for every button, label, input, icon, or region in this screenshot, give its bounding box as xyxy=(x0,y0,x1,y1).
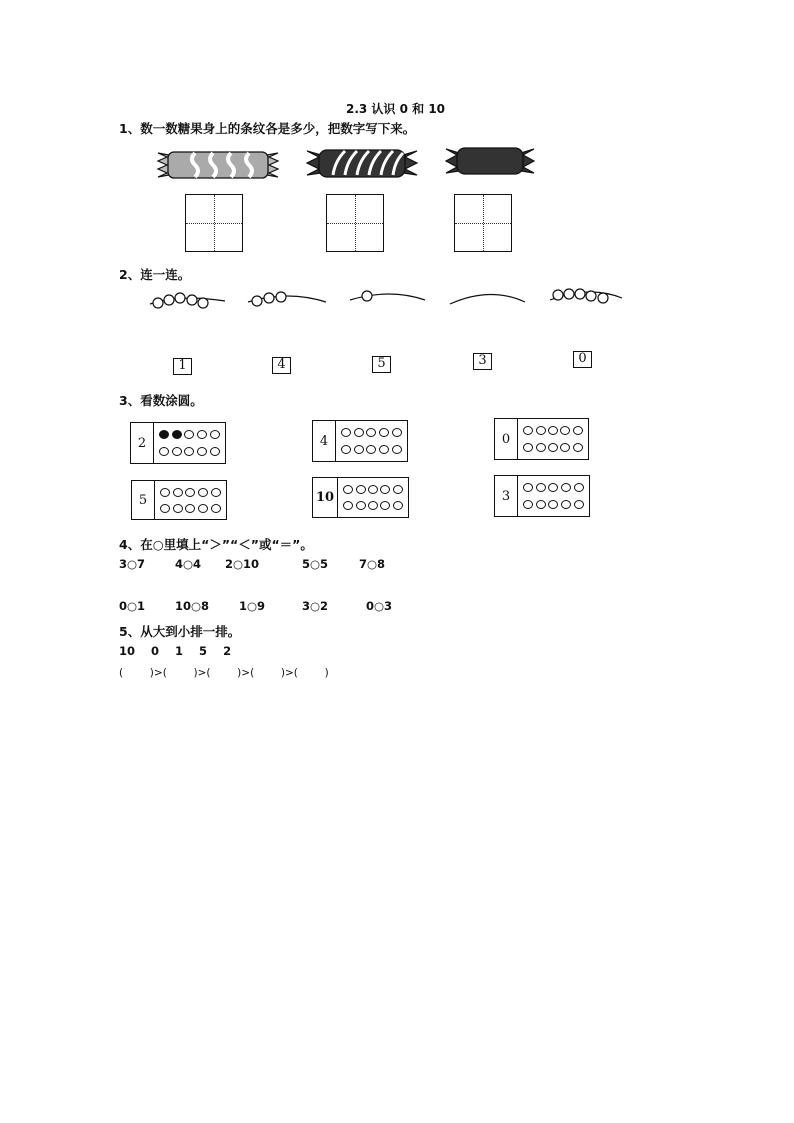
ten-frame-circle[interactable] xyxy=(210,430,220,439)
ten-frame-2 xyxy=(312,420,408,462)
number-box-5[interactable]: 0 xyxy=(573,351,592,368)
ten-frame-5 xyxy=(312,477,409,518)
question-2-text: 2、连一连。 xyxy=(119,267,191,282)
ten-frame-circle[interactable] xyxy=(173,504,183,513)
compare-1-2[interactable]: 4○4 xyxy=(175,557,202,571)
compare-1-1[interactable]: 3○7 xyxy=(119,557,146,571)
ten-frame-circle[interactable] xyxy=(379,445,389,454)
ten-frame-circle[interactable] xyxy=(356,501,366,510)
compare-2-4[interactable]: 3○2 xyxy=(302,599,329,613)
question-4-text: 4、在○里填上“＞”“＜”或“＝”。 xyxy=(119,537,313,552)
ten-frame-circle[interactable] xyxy=(197,430,207,439)
number-box-2[interactable]: 4 xyxy=(272,357,291,374)
question-3-text: 3、看数涂圆。 xyxy=(119,393,203,408)
sort-answer-blanks[interactable]: ( )>( )>( )>( )>( ) xyxy=(119,667,329,679)
ten-frame-circle[interactable] xyxy=(356,485,366,494)
ten-frame-circle[interactable] xyxy=(198,488,208,497)
ten-frame-circle[interactable] xyxy=(185,504,195,513)
ten-frame-circle[interactable] xyxy=(548,426,558,435)
ten-frame-circle[interactable] xyxy=(354,445,364,454)
answer-box-1[interactable] xyxy=(185,194,243,252)
ten-frame-circle[interactable] xyxy=(185,488,195,497)
ten-frame-circle[interactable] xyxy=(379,428,389,437)
number-box-4[interactable]: 3 xyxy=(473,353,492,370)
ten-frame-circle[interactable] xyxy=(368,501,378,510)
ten-frame-circle[interactable] xyxy=(184,430,194,439)
bead-strings xyxy=(145,284,635,314)
ten-frame-3 xyxy=(494,418,589,460)
ten-frame-number: 5 xyxy=(132,481,155,519)
ten-frame-1 xyxy=(130,422,226,464)
ten-frame-circle[interactable] xyxy=(159,447,169,456)
ten-frame-circle[interactable] xyxy=(343,501,353,510)
bead-string-1-image xyxy=(150,293,225,308)
ten-frame-circle[interactable] xyxy=(574,500,584,509)
ten-frame-circle[interactable] xyxy=(354,428,364,437)
ten-frame-circle[interactable] xyxy=(523,483,533,492)
ten-frame-circle[interactable] xyxy=(366,428,376,437)
answer-box-2[interactable] xyxy=(326,194,384,252)
compare-2-2[interactable]: 10○8 xyxy=(175,599,210,613)
ten-frame-circle[interactable] xyxy=(341,428,351,437)
ten-frame-circle[interactable] xyxy=(561,500,571,509)
page-title: 2.3 认识 0 和 10 xyxy=(346,102,446,116)
ten-frame-circle[interactable] xyxy=(380,485,390,494)
ten-frame-number: 3 xyxy=(495,476,518,516)
ten-frame-circle[interactable] xyxy=(197,447,207,456)
ten-frame-number: 2 xyxy=(131,423,154,463)
ten-frame-circle[interactable] xyxy=(184,447,194,456)
ten-frame-6 xyxy=(494,475,590,517)
ten-frame-circle[interactable] xyxy=(366,445,376,454)
compare-2-5[interactable]: 0○3 xyxy=(366,599,393,613)
ten-frame-circle[interactable] xyxy=(368,485,378,494)
ten-frame-circle[interactable] xyxy=(536,443,546,452)
ten-frame-circle[interactable] xyxy=(393,485,403,494)
ten-frame-circle[interactable] xyxy=(380,501,390,510)
compare-2-1[interactable]: 0○1 xyxy=(119,599,146,613)
candy-2-image xyxy=(307,150,417,177)
number-box-1[interactable]: 1 xyxy=(173,358,192,375)
ten-frame-circle[interactable] xyxy=(548,483,558,492)
ten-frame-circle[interactable] xyxy=(160,504,170,513)
compare-1-4[interactable]: 5○5 xyxy=(302,557,329,571)
ten-frame-circle[interactable] xyxy=(523,443,533,452)
ten-frame-circle[interactable] xyxy=(536,483,546,492)
candy-3-image xyxy=(446,148,534,174)
ten-frame-circle[interactable] xyxy=(523,426,533,435)
ten-frame-circle[interactable] xyxy=(561,483,571,492)
ten-frame-circle[interactable] xyxy=(160,488,170,497)
ten-frame-circle[interactable] xyxy=(548,500,558,509)
number-box-3[interactable]: 5 xyxy=(372,356,391,373)
ten-frame-circle[interactable] xyxy=(536,426,546,435)
sort-numbers: 10 0 1 5 2 xyxy=(119,644,232,658)
bead-string-5-image xyxy=(550,289,622,303)
compare-1-5[interactable]: 7○8 xyxy=(359,557,386,571)
ten-frame-circle[interactable] xyxy=(172,430,182,439)
ten-frame-circle[interactable] xyxy=(560,443,570,452)
ten-frame-circle[interactable] xyxy=(172,447,182,456)
ten-frame-number: 10 xyxy=(313,478,338,517)
ten-frame-circle[interactable] xyxy=(159,430,169,439)
bead-string-4-image xyxy=(450,294,525,304)
ten-frame-circle[interactable] xyxy=(341,445,351,454)
ten-frame-circle[interactable] xyxy=(573,426,583,435)
ten-frame-circle[interactable] xyxy=(210,447,220,456)
bead-string-3-image xyxy=(350,291,425,301)
bead-string-2-image xyxy=(248,292,326,306)
ten-frame-4 xyxy=(131,480,227,520)
ten-frame-circle[interactable] xyxy=(211,488,221,497)
ten-frame-circle[interactable] xyxy=(211,504,221,513)
compare-1-3[interactable]: 2○10 xyxy=(225,557,260,571)
answer-box-3[interactable] xyxy=(454,194,512,252)
ten-frame-number: 4 xyxy=(313,421,336,461)
compare-2-3[interactable]: 1○9 xyxy=(239,599,266,613)
ten-frame-circle[interactable] xyxy=(392,428,402,437)
ten-frame-circle[interactable] xyxy=(198,504,208,513)
question-5-text: 5、从大到小排一排。 xyxy=(119,624,241,639)
ten-frame-number: 0 xyxy=(495,419,518,459)
candy-1-image xyxy=(158,152,278,178)
question-1-text: 1、数一数糖果身上的条纹各是多少，把数字写下来。 xyxy=(119,121,416,136)
ten-frame-circle[interactable] xyxy=(548,443,558,452)
ten-frame-circle[interactable] xyxy=(560,426,570,435)
ten-frame-circle[interactable] xyxy=(574,483,584,492)
ten-frame-circle[interactable] xyxy=(392,445,402,454)
candy-images xyxy=(155,145,545,185)
ten-frame-circle[interactable] xyxy=(343,485,353,494)
ten-frame-circle[interactable] xyxy=(573,443,583,452)
ten-frame-circle[interactable] xyxy=(173,488,183,497)
ten-frame-circle[interactable] xyxy=(393,501,403,510)
ten-frame-circle[interactable] xyxy=(523,500,533,509)
ten-frame-circle[interactable] xyxy=(536,500,546,509)
